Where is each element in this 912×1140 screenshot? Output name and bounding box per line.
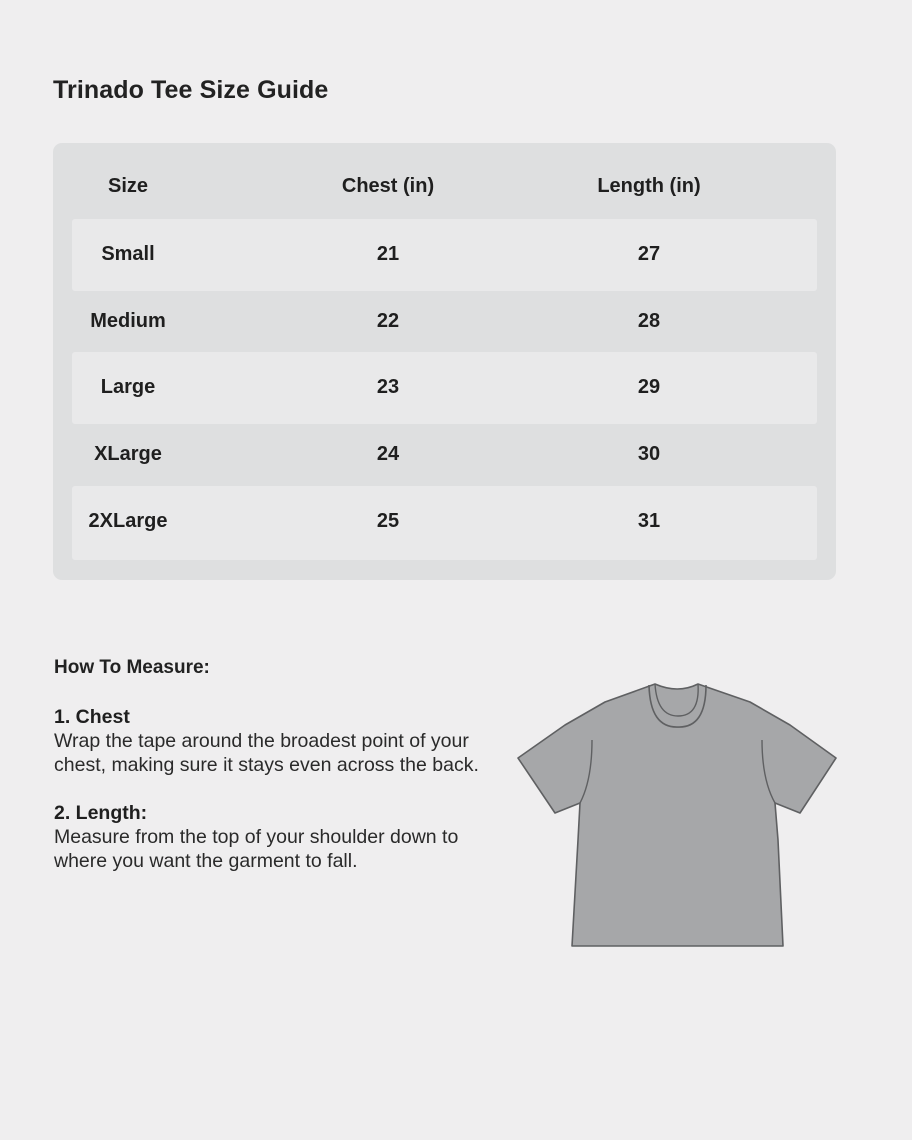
chest-cell: 24 <box>376 443 400 465</box>
header-size: Size <box>107 175 149 197</box>
table-row <box>72 419 817 491</box>
size-cell: 2XLarge <box>88 510 168 532</box>
step-chest <box>54 705 524 777</box>
step-text-line: chest, making sure it stays even across the back. <box>54 754 479 776</box>
table-row <box>72 219 817 291</box>
length-cell: 30 <box>637 443 661 465</box>
size-table <box>53 143 836 580</box>
size-cell: Large <box>100 376 156 398</box>
size-cell: Small <box>101 243 155 265</box>
step-title: 2. Length: <box>54 802 148 824</box>
step-text-line: where you want the garment to fall. <box>54 850 358 872</box>
chest-cell: 22 <box>376 310 400 332</box>
chest-cell: 23 <box>376 376 400 398</box>
length-cell: 31 <box>637 510 661 532</box>
step-text-line: Wrap the tape around the broadest point of your <box>54 730 469 752</box>
header-chest: Chest (in) <box>341 175 435 197</box>
length-cell: 29 <box>637 376 661 398</box>
how-to-measure-heading: How To Measure: <box>54 657 210 678</box>
step-length <box>54 801 524 873</box>
tshirt-icon <box>510 670 850 960</box>
length-cell: 28 <box>637 310 661 332</box>
table-row <box>72 286 817 358</box>
size-cell: XLarge <box>94 443 162 465</box>
table-row <box>72 486 817 560</box>
chest-cell: 25 <box>376 510 400 532</box>
page-title: Trinado Tee Size Guide <box>53 76 329 104</box>
header-length: Length (in) <box>597 175 701 197</box>
table-row <box>72 352 817 424</box>
step-text-line: Measure from the top of your shoulder down to <box>54 826 459 848</box>
size-cell: Medium <box>90 310 166 332</box>
chest-cell: 21 <box>376 243 400 265</box>
table-header <box>53 143 836 219</box>
step-title: 1. Chest <box>54 706 130 728</box>
length-cell: 27 <box>637 243 661 265</box>
